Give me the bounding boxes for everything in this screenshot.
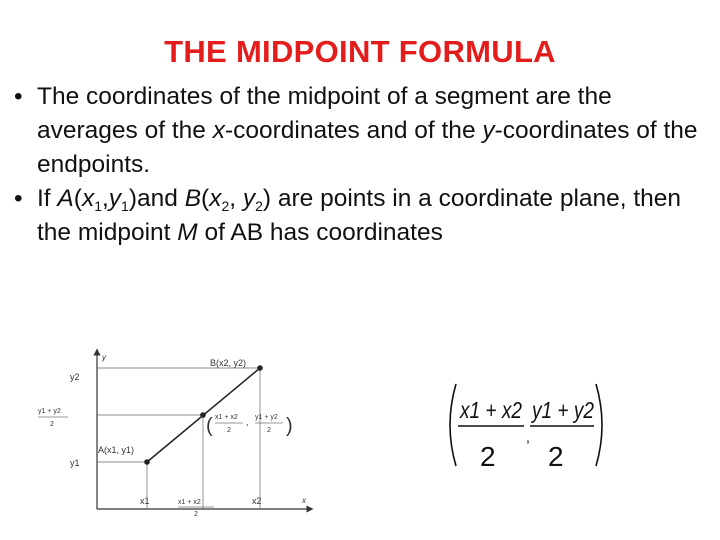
bullet-text: If (37, 185, 58, 212)
var-y: y (242, 185, 256, 212)
formula-numerator-y: y1 + y2 (530, 397, 595, 423)
var-y: y (108, 185, 122, 212)
midpoint-label-y: y1 + y2 (255, 414, 278, 421)
paren: ( (73, 185, 82, 212)
avg-x-bottom-label: 2 (194, 511, 198, 518)
bullet-definition (14, 80, 704, 182)
bullet-text: )and (128, 185, 185, 212)
slide-title: THE MIDPOINT FORMULA (164, 34, 556, 69)
midpoint-name: M (177, 219, 198, 246)
bullet-list (14, 80, 704, 250)
x-axis-label: x (302, 496, 306, 505)
subscript: 2 (221, 198, 230, 214)
midpoint-m (200, 412, 206, 418)
y2-label: y2 (70, 372, 80, 382)
bullet-text: -coordinates of the endpoints. (37, 117, 698, 178)
midpoint-label-den-y: 2 (267, 427, 271, 434)
x-word: x (212, 117, 225, 144)
bullet-text: -coordinates and of the (224, 117, 483, 144)
y1-label: y1 (70, 458, 80, 468)
var-x: x (209, 185, 222, 212)
avg-y-top-label: y1 + y2 (38, 408, 61, 415)
x1-label: x1 (140, 496, 150, 506)
midpoint-label-den: 2 (227, 427, 231, 434)
paren: ( (201, 185, 210, 212)
bullet-dot: • (14, 185, 23, 212)
formula-numerator-x: x1 + x2 (459, 397, 523, 423)
point-a (144, 459, 150, 465)
formula-denominator-y: 2 (548, 441, 564, 472)
bullet-text: of AB has coordinates (197, 219, 443, 246)
point-a-name: A (57, 185, 74, 212)
bullet-text: ) are points in a coordinate plane, then the midpoint (37, 185, 682, 246)
formula-paren-close (596, 384, 602, 466)
point-b-name: B (184, 185, 202, 212)
bullet-formula-intro (14, 182, 704, 250)
formula-denominator-x: 2 (480, 441, 496, 472)
coordinate-graph (30, 344, 330, 524)
y-word: y (482, 117, 495, 144)
comma: , (229, 185, 243, 212)
midpoint-formula (440, 378, 610, 473)
x2-label: x2 (252, 496, 262, 506)
bullet-text: The coordinates of the midpoint of a segment are the averages of the (37, 83, 612, 144)
y-axis-label: y (102, 353, 106, 362)
bullet-dot: • (14, 83, 23, 110)
avg-y-bottom-label: 2 (50, 421, 54, 428)
point-b-label: B(x2, y2) (210, 358, 247, 368)
midpoint-label-x: x1 + x2 (215, 414, 238, 421)
midpoint-paren-open: ( (206, 415, 213, 437)
midpoint-paren-close: ) (286, 415, 293, 437)
subscript: 1 (94, 198, 102, 214)
subscript: 2 (255, 198, 263, 214)
formula-separator: , (526, 429, 530, 445)
comma: , (101, 185, 109, 212)
midpoint-comma: , (246, 417, 249, 427)
point-a-label: A(x1, y1) (98, 445, 135, 455)
point-b (257, 365, 263, 371)
avg-x-top-label: x1 + x2 (178, 499, 201, 506)
subscript: 1 (121, 198, 129, 214)
formula-paren-open (450, 384, 456, 466)
var-x: x (81, 185, 95, 212)
